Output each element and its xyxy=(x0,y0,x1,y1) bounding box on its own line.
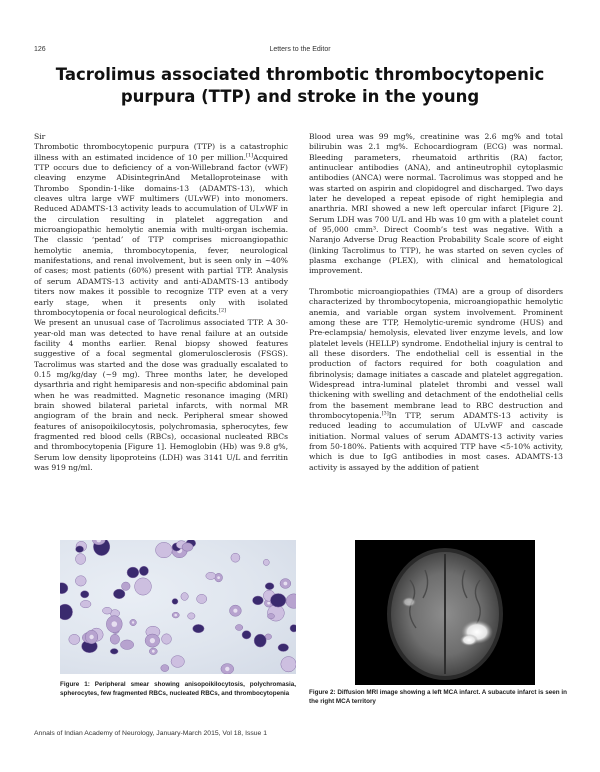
central-pallor xyxy=(152,650,155,653)
red-blood-cell xyxy=(161,665,169,672)
red-blood-cell xyxy=(139,566,148,575)
red-blood-cell xyxy=(113,589,125,599)
red-blood-cell xyxy=(235,625,242,631)
running-header xyxy=(34,46,566,58)
central-pallor xyxy=(225,667,229,671)
paragraph-text: In TTP, serum ADAMTS-13 activity is reduced leading to accumulation of ULvWF and cascade initiation. Normal values of serum ADAMTS-13 activity varies from 50-180%. Patients with acquired TTP have <5-10% activity, which is due to IgG antibodies in most cases. ADAMTS-13 activity is assayed by the addition of patient xyxy=(309,410,563,472)
red-blood-cell xyxy=(286,594,296,609)
red-blood-cell xyxy=(242,631,251,639)
citation: [1] xyxy=(246,152,254,159)
diffusion-mri-image xyxy=(355,540,535,685)
red-blood-cell xyxy=(103,607,112,614)
citation: [2] xyxy=(219,307,227,314)
red-blood-cell xyxy=(75,576,86,586)
red-blood-cell xyxy=(76,554,86,565)
red-blood-cell xyxy=(110,649,118,655)
red-blood-cell xyxy=(265,583,274,590)
red-blood-cell xyxy=(162,634,172,644)
red-blood-cell xyxy=(156,542,173,557)
central-pallor xyxy=(267,602,270,605)
figure-1-caption: Figure 1: Peripheral smear showing anisopoikilocytosis, polychromasia, spherocytes, few fragmented RBCs, nucleated RBCs, and thrombocytopenia xyxy=(60,681,296,697)
central-pallor xyxy=(284,582,288,586)
red-blood-cell xyxy=(172,599,178,605)
red-blood-cell xyxy=(60,583,68,594)
paragraph-text: Acquired TTP occurs due to deficiency of a von-Willebrand factor (vWF) cleaving enzyme ADisintegrinAnd Metalloproteinase with Thrombo Spondin-1-like domains-13 (ADAMTS-13), which cleaves ultra large vWF multimers (ULvWF) into monomers. Reduced ADAMTS-13 activity leads to accumulation of ULvWF in the circulation resulting in platelet aggregation and microangiopathic hemolytic anemia with multi-organ ischemia. The classic ‘pentad’ of TTP comprises microangiopathic hemolytic anemia, thrombocytopenia, fever, neurological manifestations, and renal involvement, but is seen only in ~40% of cases; most patients (60%) present with partial TTP. Analysis of serum ADAMTS-13 activity and anti-ADAMTS-13 antibody titers now makes it possible to recognize TTP even at a very early stage, when it presents only with isolated thrombocytopenia or focal neurological deficits. xyxy=(34,152,288,317)
red-blood-cell xyxy=(281,657,296,672)
paragraph: We present an unusual case of Tacrolimus associated TTP. A 30-year-old man was detected to have renal failure at an outside facility 4 months earlier. Renal biopsy showed features suggestive of a focal segmental glomerulosclerosis (FSGS). Tacrolimus was started and the dose was gradually escalated to 0.15 mg/kg/day (~9 mg). Three months later, he developed dysarthria and right hemiparesis and non-specific abdominal pain when he was readmitted. Magnetic resonance imaging (MRI) brain showed bilateral parietal infarcts, with normal MR angiogram of the brain and neck. Peripheral smear showed features of anisopoikilocytosis, polychromasia, spherocytes, few fragmented red blood cells (RBCs), occasional nucleated RBCs and thrombocytopenia [Figure 1]. Hemoglobin (Hb) was 9.8 g%, Serum low density lipoproteins (LDH) was 3141 U/L and ferritin was 919 ng/ml. xyxy=(34,318,288,472)
red-blood-cell xyxy=(81,591,89,598)
red-blood-cell xyxy=(193,624,204,632)
citation: [3] xyxy=(381,410,389,417)
red-blood-cell xyxy=(188,613,195,619)
journal-footer: Annals of Indian Academy of Neurology, January-March 2015, Vol 18, Issue 1 xyxy=(34,730,267,737)
central-pallor xyxy=(112,621,118,627)
red-blood-cell xyxy=(135,578,152,595)
red-blood-cell xyxy=(121,640,134,650)
right-column xyxy=(309,132,563,473)
red-blood-cell xyxy=(127,567,139,578)
red-blood-cell xyxy=(122,582,131,590)
peripheral-smear-image xyxy=(60,540,296,674)
salutation: Sir xyxy=(34,132,46,141)
red-blood-cell xyxy=(60,604,73,620)
red-blood-cell xyxy=(181,593,188,601)
paragraph-text: Thrombotic thrombocytopenic purpura (TTP) is a catastrophic illness with an estimated incidence of 10 per million. xyxy=(34,142,288,162)
central-pallor xyxy=(150,638,155,643)
paragraph: Blood urea was 99 mg%, creatinine was 2.6 mg% and total bilirubin was 2.1 mg%. Echocardiogram (ECG) was normal. Bleeding parameters, rheumatoid arthritis (RA) factor, antinuclear antibodies (ANA), and antineutrophil cytoplasmic antibodies (ANCA) were normal. Tacrolimus was stopped and he was started on aspirin and clopidogrel and discharged. Two days later he developed a repeat episode of right hemiplegia and anarthria. MRI showed a new left opercular infarct [Figure 2]. Serum LDH was 700 U/L and Hb was 10 gm with a platelet count of 95,000 cmm³. Direct Coomb’s test was negative. With a Naranjo Adverse Drug Reaction Probability Scale score of eight (linking Tacrolimus to TTP), he was started on seven cycles of plasma exchange (PLEX), with clinical and hematological improvement. xyxy=(309,132,563,276)
red-blood-cell xyxy=(290,625,296,632)
paragraph-text: Thrombotic microangiopathies (TMA) are a group of disorders characterized by thrombocytopenia, microangiopathic hemolytic anemia, and variable organ system involvement. Prominent among these are TTP, Hemolytic-uremic syndrome (HUS) and Pre-eclampsia/ hemolysis, elevated liver enzyme levels, and low platelet levels (HELLP) syndrome. Endothelial injury is central to all these disorders. The endothelial cell is essential in the production of factors required for both coagulation and fibrinolysis; damage initiates a cascade and platelet aggregation. Widespread intra-luminal platelet thrombi and vessel wall thickening with swelling and detachment of the endothelial cells from the basement membrane lead to RBC destruction and thrombocytopenia. xyxy=(309,286,563,420)
red-blood-cell xyxy=(270,594,286,608)
red-blood-cell xyxy=(263,559,269,565)
red-blood-cell xyxy=(76,546,84,553)
central-pallor xyxy=(89,635,93,639)
central-pallor xyxy=(132,621,134,623)
red-blood-cell xyxy=(253,596,264,605)
section-title: Letters to the Editor xyxy=(269,46,331,53)
red-blood-cell xyxy=(231,553,240,562)
figure-2-caption: Figure 2: Diffusion MRI image showing a left MCA infarct. A subacute infarct is seen in the right MCA territory xyxy=(309,689,567,705)
paragraph xyxy=(34,142,288,318)
brain-mri-scan xyxy=(355,540,535,685)
page-number: 126 xyxy=(34,46,46,53)
article-title: Tacrolimus associated thrombotic thrombocytopenic purpura (TTP) and stroke in the young xyxy=(55,65,545,106)
central-pallor xyxy=(233,609,237,613)
red-blood-cell xyxy=(171,656,184,668)
red-blood-cell xyxy=(254,634,266,647)
peripheral-smear-micrograph xyxy=(60,540,296,674)
red-blood-cell xyxy=(110,634,119,644)
right-mca-subacute-infarct xyxy=(402,597,416,607)
paragraph xyxy=(309,287,563,473)
left-mca-infarct-extension xyxy=(460,634,478,646)
central-pallor xyxy=(217,576,220,579)
red-blood-cell xyxy=(80,600,91,607)
red-blood-cell xyxy=(206,572,216,579)
left-column xyxy=(34,132,288,473)
red-blood-cell xyxy=(268,614,275,619)
red-blood-cell xyxy=(182,543,193,551)
central-pallor xyxy=(174,614,177,617)
red-blood-cell xyxy=(278,644,289,652)
red-blood-cell xyxy=(69,634,80,644)
red-blood-cell xyxy=(197,594,207,603)
